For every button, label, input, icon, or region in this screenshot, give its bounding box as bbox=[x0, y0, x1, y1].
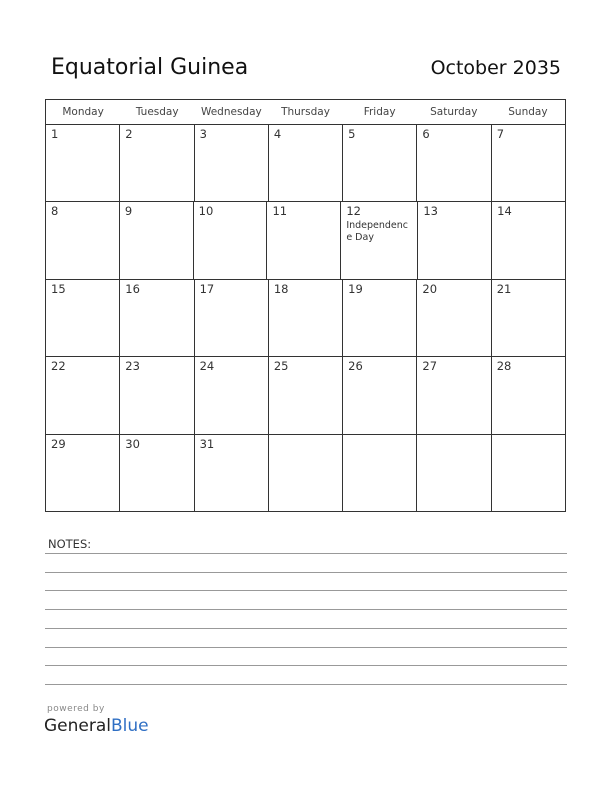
day-number: 17 bbox=[199, 281, 215, 296]
day-cell bbox=[195, 435, 269, 512]
day-cell bbox=[492, 435, 565, 512]
day-cell bbox=[120, 357, 194, 433]
day-cell bbox=[46, 435, 120, 512]
day-number: 31 bbox=[199, 436, 215, 451]
weekday-label: Saturday bbox=[430, 106, 478, 118]
day-cell bbox=[341, 202, 418, 278]
weekday-label: Wednesday bbox=[200, 106, 262, 118]
notes-line bbox=[45, 609, 567, 610]
day-number: 5 bbox=[348, 127, 356, 141]
weekday-header-row bbox=[46, 100, 565, 125]
day-cell bbox=[492, 357, 565, 433]
day-cell bbox=[46, 202, 120, 278]
day-cell bbox=[417, 280, 491, 356]
day-number: 8 bbox=[51, 204, 59, 219]
day-number: 9 bbox=[124, 204, 133, 219]
day-cell bbox=[269, 280, 343, 356]
day-number: 20 bbox=[422, 281, 438, 296]
calendar-grid bbox=[45, 99, 566, 512]
day-number: 14 bbox=[497, 204, 512, 219]
day-cell bbox=[195, 125, 269, 201]
day-number: 12 bbox=[346, 204, 361, 219]
day-cell bbox=[269, 125, 343, 201]
week-row bbox=[46, 202, 565, 279]
day-number: 25 bbox=[273, 359, 289, 374]
day-cell bbox=[46, 280, 120, 356]
day-number: 27 bbox=[422, 359, 438, 374]
day-number: 15 bbox=[51, 281, 66, 296]
powered-by-text: powered by bbox=[47, 704, 105, 714]
day-cell bbox=[120, 202, 194, 278]
day-cell bbox=[269, 435, 343, 512]
day-cell bbox=[194, 202, 268, 278]
day-number: 16 bbox=[125, 281, 140, 296]
day-cell bbox=[418, 202, 492, 278]
week-row bbox=[46, 435, 565, 512]
holiday-label: Independence Day bbox=[346, 220, 409, 244]
day-number: 3 bbox=[199, 127, 207, 141]
day-number: 2 bbox=[125, 127, 133, 141]
day-number: 4 bbox=[273, 127, 282, 141]
notes-line bbox=[45, 665, 567, 666]
day-cell bbox=[195, 280, 269, 356]
day-cell bbox=[120, 280, 194, 356]
generalblue-logo bbox=[44, 716, 149, 736]
day-cell bbox=[343, 125, 417, 201]
day-number: 7 bbox=[496, 127, 505, 141]
day-number: 23 bbox=[125, 359, 140, 374]
day-number: 19 bbox=[348, 281, 363, 296]
notes-line bbox=[45, 553, 567, 554]
day-number: 11 bbox=[272, 204, 288, 219]
day-cell bbox=[417, 125, 491, 201]
day-cell bbox=[120, 435, 194, 512]
day-cell bbox=[492, 202, 565, 278]
notes-line bbox=[45, 572, 567, 573]
day-cell bbox=[267, 202, 341, 278]
day-cell bbox=[343, 435, 417, 512]
day-number: 21 bbox=[496, 281, 512, 296]
day-cell bbox=[492, 125, 565, 201]
weekday-label: Thursday bbox=[281, 106, 330, 118]
day-number: 6 bbox=[422, 127, 430, 141]
day-number: 22 bbox=[51, 359, 66, 374]
day-cell bbox=[46, 357, 120, 433]
day-cell bbox=[195, 357, 269, 433]
calendar-month-title: October 2035 bbox=[430, 57, 561, 79]
day-number: 29 bbox=[51, 436, 66, 451]
day-cell bbox=[417, 357, 491, 433]
notes-line bbox=[45, 684, 567, 685]
notes-line bbox=[45, 628, 567, 629]
day-number: 13 bbox=[423, 204, 438, 219]
notes-line bbox=[45, 590, 567, 591]
day-number: 24 bbox=[199, 359, 215, 374]
day-number: 26 bbox=[348, 359, 363, 374]
day-cell bbox=[120, 125, 194, 201]
day-cell bbox=[417, 435, 491, 512]
day-number: 1 bbox=[51, 127, 59, 141]
day-cell bbox=[269, 357, 343, 433]
day-cell bbox=[343, 280, 417, 356]
day-number: 30 bbox=[125, 436, 140, 451]
calendar-country-title: Equatorial Guinea bbox=[51, 55, 249, 80]
day-cell bbox=[46, 125, 120, 201]
day-cell bbox=[492, 280, 565, 356]
weekday-label: Friday bbox=[363, 106, 396, 118]
week-row bbox=[46, 125, 565, 202]
weekday-label: Tuesday bbox=[135, 106, 179, 118]
brand-general: General bbox=[44, 716, 111, 736]
weekday-label: Monday bbox=[62, 106, 104, 118]
day-cell bbox=[343, 357, 417, 433]
day-number: 10 bbox=[198, 204, 214, 219]
day-number: 28 bbox=[496, 359, 512, 374]
day-number: 18 bbox=[273, 281, 289, 296]
notes-line bbox=[45, 647, 567, 648]
week-row bbox=[46, 357, 565, 434]
week-row bbox=[46, 280, 565, 357]
brand-blue: Blue bbox=[111, 716, 149, 736]
weekday-label: Sunday bbox=[508, 106, 548, 118]
notes-label: NOTES: bbox=[48, 537, 92, 551]
